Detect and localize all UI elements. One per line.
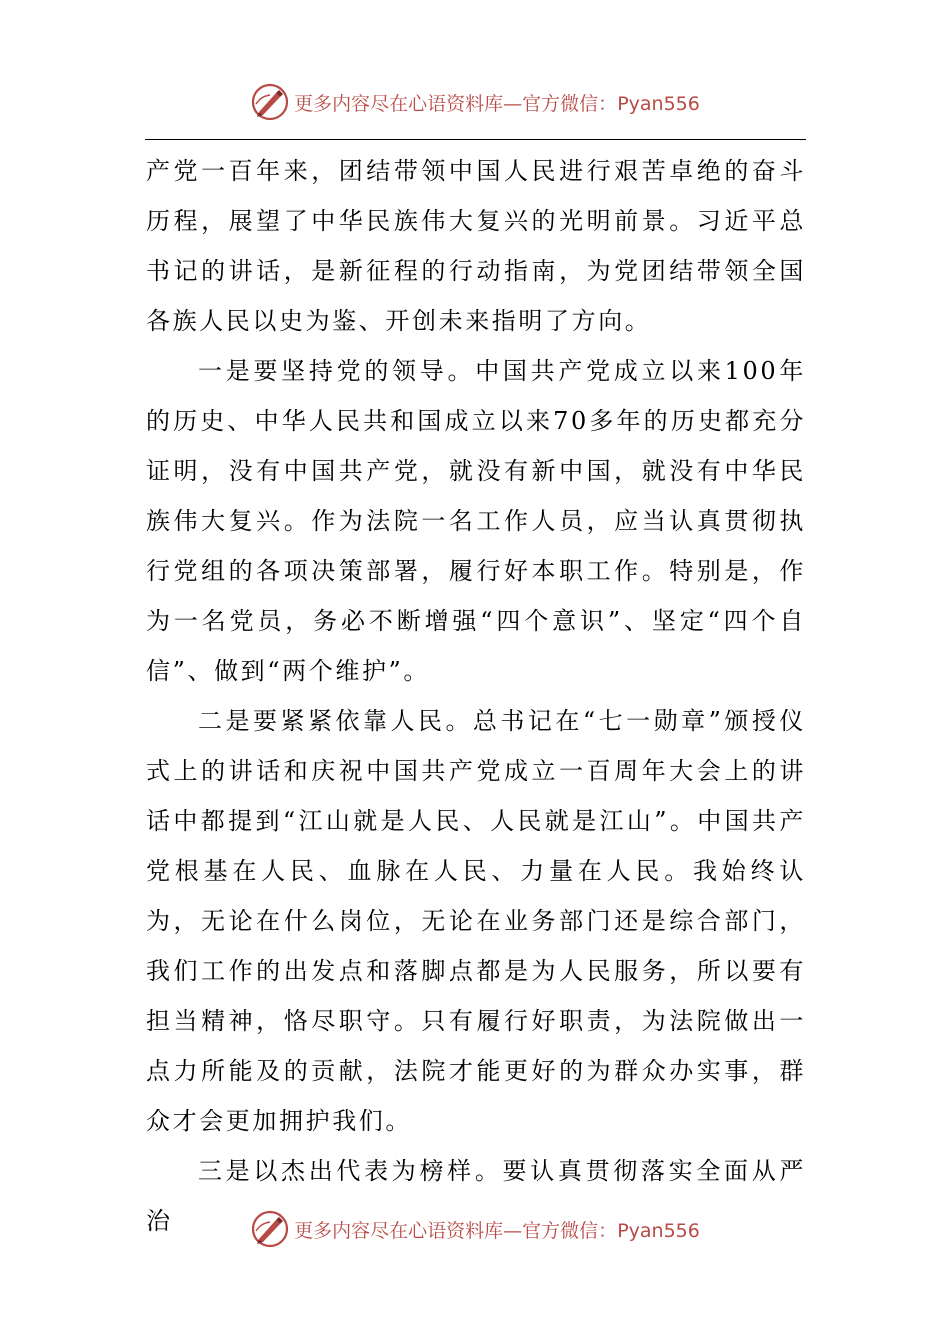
banner-separator: — [503,92,523,115]
banner-wechat-id: Pyan556 [617,92,700,115]
banner-wechat-id: Pyan556 [617,1219,700,1242]
pen-logo-icon [250,82,290,122]
banner-main: 更多内容尽在心语资料库 [294,92,504,115]
footer-banner [0,1207,950,1251]
banner-text [294,1216,700,1243]
header-rule [145,139,806,140]
banner-separator: — [503,1219,523,1242]
header-banner [0,80,950,124]
pen-logo-icon [250,1209,290,1249]
paragraph-1: 产党一百年来，团结带领中国人民进行艰苦卓绝的奋斗历程，展望了中华民族伟大复兴的光明前景。习近平总书记的讲话，是新征程的行动指南，为党团结带领全国各族人民以史为鉴、开创未来指明了方向。 [146,157,806,335]
paragraph-3: 二是要紧紧依靠人民。总书记在“七一勋章”颁授仪式上的讲话和庆祝中国共产党成立一百周年大会上的讲话中都提到“江山就是人民、人民就是江山”。中国共产党根基在人民、血脉在人民、力量在人民。我始终认为，无论在什么岗位，无论在业务部门还是综合部门，我们工作的出发点和落脚点都是为人民服务，所以要有担当精神，恪尽职守。只有履行好职责，为法院做出一点力所能及的贡献，法院才能更好的为群众办实事，群众才会更加拥护我们。 [146,707,806,1135]
banner-wechat-label: 官方微信： [522,1219,618,1242]
banner-text [294,89,700,116]
paragraph-2: 一是要坚持党的领导。中国共产党成立以来100年的历史、中华人民共和国成立以来70多年的历史都充分证明，没有中国共产党，就没有新中国，就没有中华民族伟大复兴。作为法院一名工作人员，应当认真贯彻执行党组的各项决策部署，履行好本职工作。特别是，作为一名党员，务必不断增强“四个意识”、坚定“四个自信”、做到“两个维护”。 [146,357,806,685]
document-body [146,146,806,1246]
banner-wechat-label: 官方微信： [522,92,618,115]
banner-main: 更多内容尽在心语资料库 [294,1219,504,1242]
paragraph-4: 三是以杰出代表为榜样。要认真贯彻落实全面从严治 [146,1157,806,1235]
